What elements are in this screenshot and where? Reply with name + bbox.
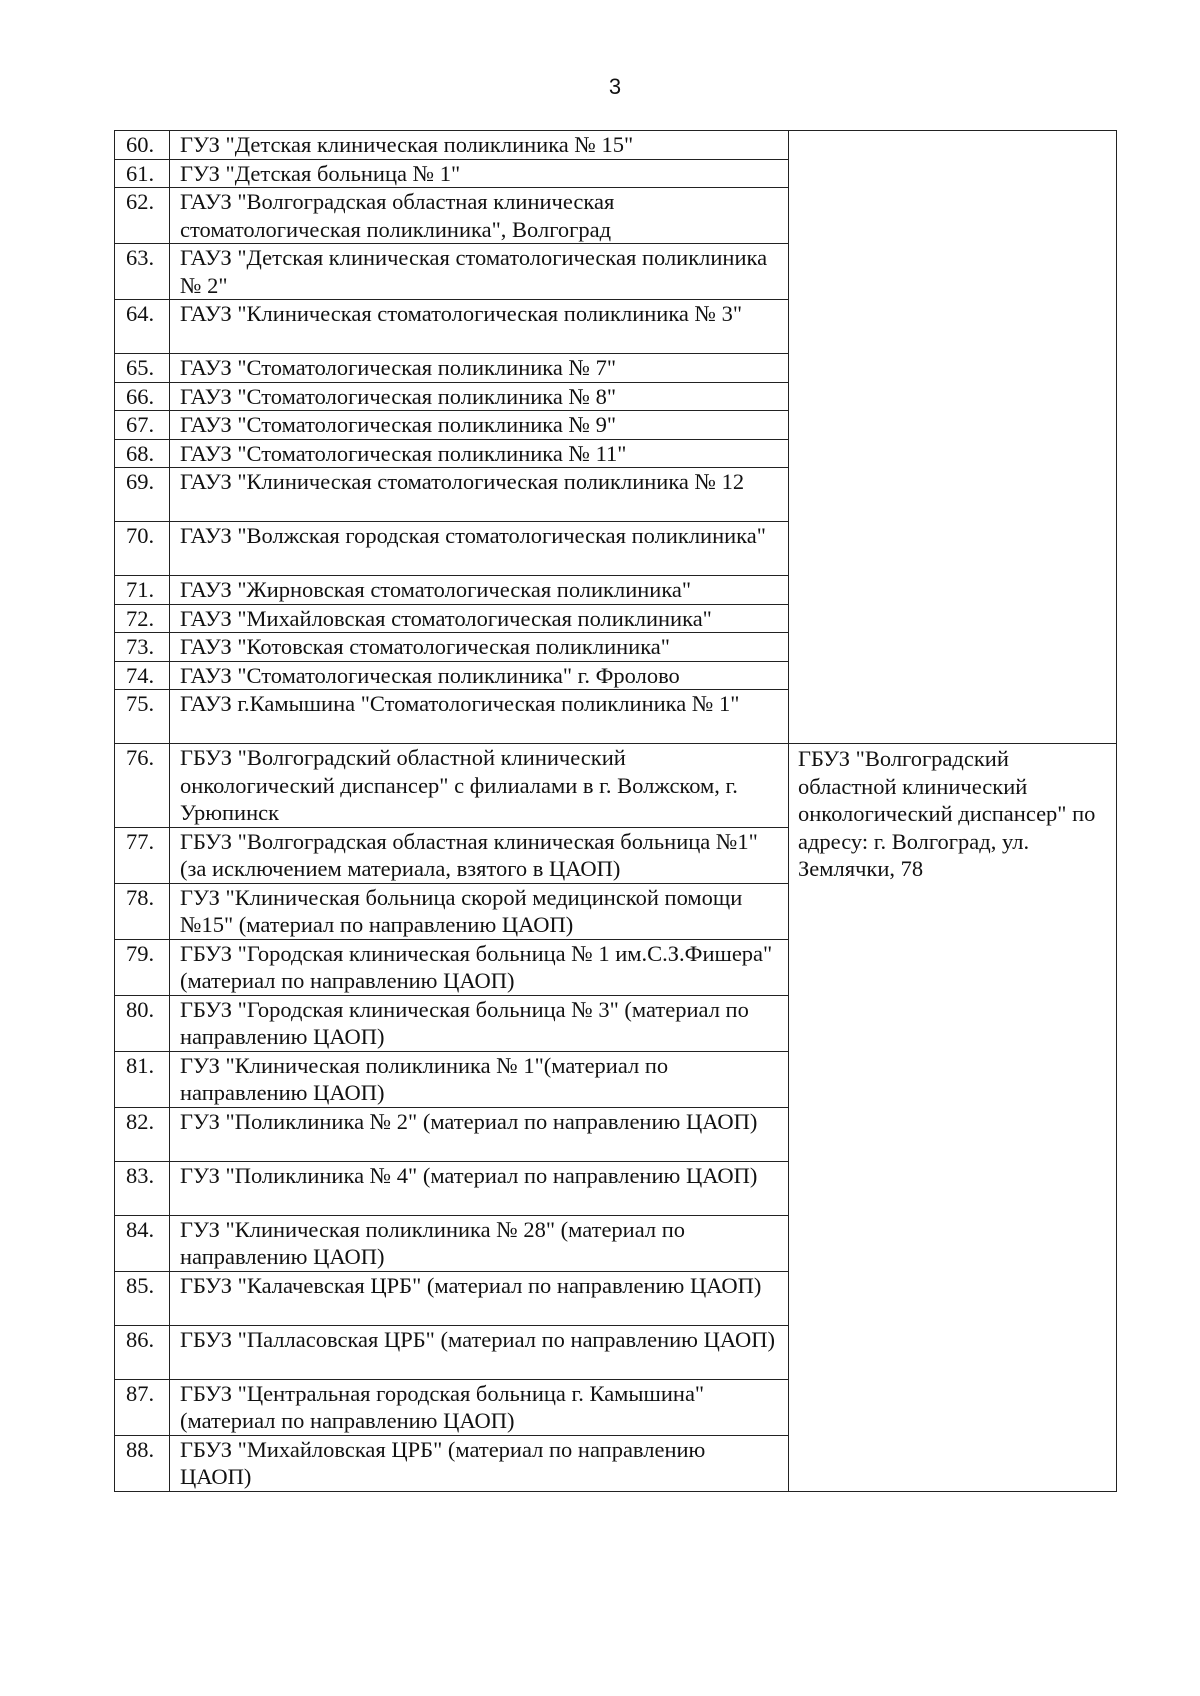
row-number: 64. bbox=[115, 300, 170, 354]
row-number: 60. bbox=[115, 131, 170, 160]
institution-name: ГАУЗ "Стоматологическая поликлиника № 7" bbox=[170, 354, 789, 383]
institution-name: ГАУЗ г.Камышина "Стоматологическая поликлиника № 1" bbox=[170, 690, 789, 744]
institution-name: ГУЗ "Клиническая больница скорой медицинской помощи №15" (материал по направлению ЦАОП) bbox=[170, 883, 789, 939]
row-number: 77. bbox=[115, 827, 170, 883]
institution-name: ГБУЗ "Волгоградский областной клинический онкологический диспансер" с филиалами в г. Волжском, г. Урюпинск bbox=[170, 744, 789, 828]
row-number: 85. bbox=[115, 1271, 170, 1325]
row-number: 87. bbox=[115, 1379, 170, 1435]
row-number: 73. bbox=[115, 633, 170, 662]
row-number: 70. bbox=[115, 522, 170, 576]
institution-name: ГБУЗ "Центральная городская больница г. Камышина" (материал по направлению ЦАОП) bbox=[170, 1379, 789, 1435]
table-body bbox=[115, 131, 1117, 1492]
row-number: 76. bbox=[115, 744, 170, 828]
institution-name: ГАУЗ "Стоматологическая поликлиника № 8" bbox=[170, 382, 789, 411]
row-number: 68. bbox=[115, 439, 170, 468]
row-number: 61. bbox=[115, 159, 170, 188]
table-row bbox=[115, 131, 1117, 160]
row-number: 86. bbox=[115, 1325, 170, 1379]
row-number: 69. bbox=[115, 468, 170, 522]
laboratory-cell bbox=[789, 131, 1117, 744]
institution-name: ГАУЗ "Клиническая стоматологическая поликлиника № 3" bbox=[170, 300, 789, 354]
institution-name: ГАУЗ "Детская клиническая стоматологическая поликлиника № 2" bbox=[170, 244, 789, 300]
institution-name: ГБУЗ "Городская клиническая больница № 1 им.С.З.Фишера" (материал по направлению ЦАОП) bbox=[170, 939, 789, 995]
institution-name: ГАУЗ "Стоматологическая поликлиника" г. Фролово bbox=[170, 661, 789, 690]
institution-name: ГБУЗ "Волгоградская областная клиническая больница №1" (за исключением материала, взятого в ЦАОП) bbox=[170, 827, 789, 883]
row-number: 62. bbox=[115, 188, 170, 244]
table-row bbox=[115, 744, 1117, 828]
institution-name: ГАУЗ "Клиническая стоматологическая поликлиника № 12 bbox=[170, 468, 789, 522]
institutions-table bbox=[114, 130, 1117, 1492]
row-number: 74. bbox=[115, 661, 170, 690]
row-number: 72. bbox=[115, 604, 170, 633]
row-number: 83. bbox=[115, 1161, 170, 1215]
institution-name: ГАУЗ "Стоматологическая поликлиника № 9" bbox=[170, 411, 789, 440]
institution-name: ГБУЗ "Палласовская ЦРБ" (материал по направлению ЦАОП) bbox=[170, 1325, 789, 1379]
institution-name: ГАУЗ "Михайловская стоматологическая поликлиника" bbox=[170, 604, 789, 633]
row-number: 63. bbox=[115, 244, 170, 300]
institution-name: ГБУЗ "Городская клиническая больница № 3" (материал по направлению ЦАОП) bbox=[170, 995, 789, 1051]
row-number: 81. bbox=[115, 1051, 170, 1107]
row-number: 84. bbox=[115, 1215, 170, 1271]
row-number: 79. bbox=[115, 939, 170, 995]
institution-name: ГАУЗ "Волжская городская стоматологическая поликлиника" bbox=[170, 522, 789, 576]
row-number: 82. bbox=[115, 1107, 170, 1161]
institution-name: ГУЗ "Клиническая поликлиника № 28" (материал по направлению ЦАОП) bbox=[170, 1215, 789, 1271]
institution-name: ГУЗ "Детская больница № 1" bbox=[170, 159, 789, 188]
page-number: 3 bbox=[608, 74, 622, 99]
row-number: 66. bbox=[115, 382, 170, 411]
row-number: 80. bbox=[115, 995, 170, 1051]
institution-name: ГУЗ "Поликлиника № 2" (материал по направлению ЦАОП) bbox=[170, 1107, 789, 1161]
laboratory-cell: ГБУЗ "Волгоградский областной клинический онкологический диспансер" по адресу: г. Волгоград, ул. Землячки, 78 bbox=[789, 744, 1117, 1492]
institution-name: ГБУЗ "Михайловская ЦРБ" (материал по направлению ЦАОП) bbox=[170, 1435, 789, 1491]
row-number: 67. bbox=[115, 411, 170, 440]
institution-name: ГАУЗ "Волгоградская областная клиническая стоматологическая поликлиника", Волгоград bbox=[170, 188, 789, 244]
row-number: 75. bbox=[115, 690, 170, 744]
row-number: 88. bbox=[115, 1435, 170, 1491]
row-number: 78. bbox=[115, 883, 170, 939]
row-number: 65. bbox=[115, 354, 170, 383]
institution-name: ГУЗ "Детская клиническая поликлиника № 15" bbox=[170, 131, 789, 160]
institution-name: ГАУЗ "Жирновская стоматологическая поликлиника" bbox=[170, 576, 789, 605]
institution-name: ГБУЗ "Калачевская ЦРБ" (материал по направлению ЦАОП) bbox=[170, 1271, 789, 1325]
institution-name: ГУЗ "Клиническая поликлиника № 1"(материал по направлению ЦАОП) bbox=[170, 1051, 789, 1107]
institution-name: ГАУЗ "Стоматологическая поликлиника № 11" bbox=[170, 439, 789, 468]
institution-name: ГАУЗ "Котовская стоматологическая поликлиника" bbox=[170, 633, 789, 662]
row-number: 71. bbox=[115, 576, 170, 605]
institution-name: ГУЗ "Поликлиника № 4" (материал по направлению ЦАОП) bbox=[170, 1161, 789, 1215]
